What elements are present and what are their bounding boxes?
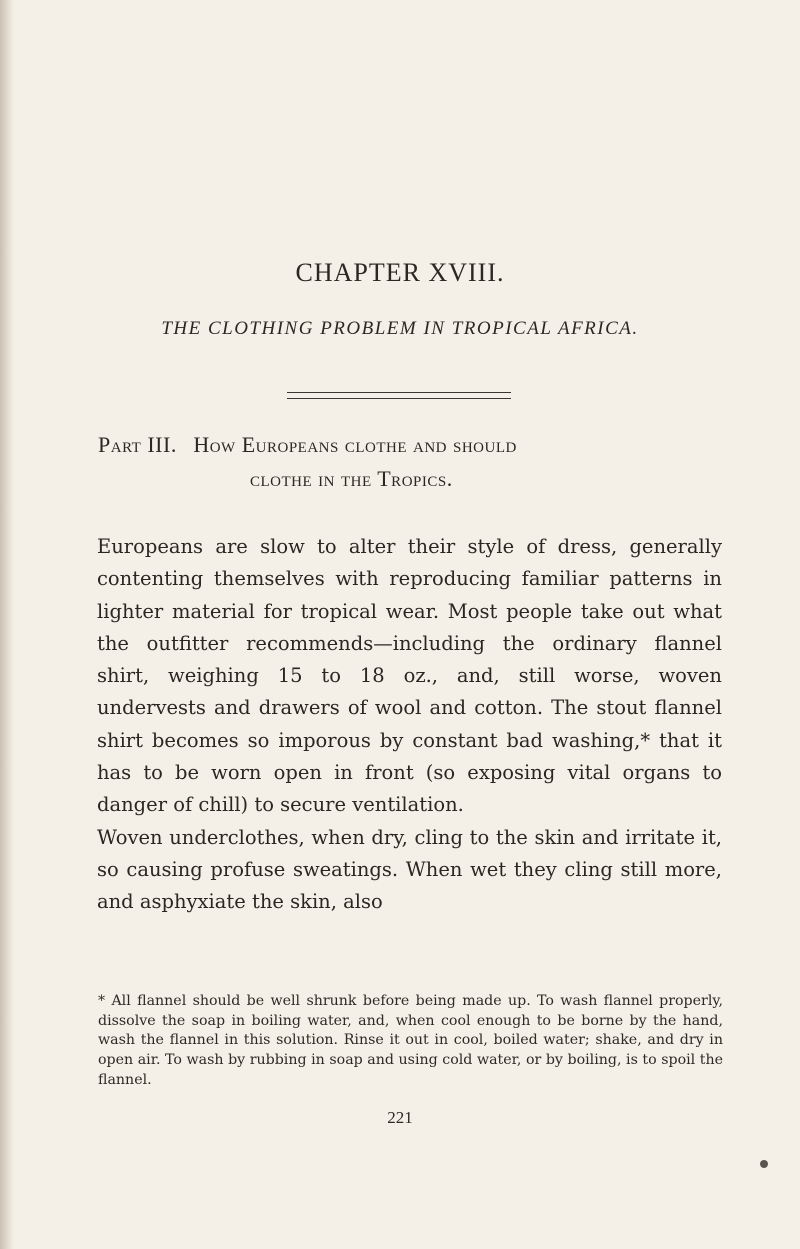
body-text <box>97 531 722 919</box>
footnote: * All flannel should be well shrunk before being made up. To wash flannel properly, dissolve the soap in boiling water, and, when cool enough to be borne by the hand, wash the flannel in this solution. Rinse it out in cool, boiled water; shake, and dry in open air. To wash by rubbing in soap and using cold water, or by boiling, is to spoil the flannel. <box>98 993 723 1088</box>
page-number: 221 <box>387 1108 413 1127</box>
part-heading <box>98 428 738 496</box>
chapter-title: CHAPTER XVIII. <box>295 258 505 287</box>
part-heading-line1: How Europeans clothe and should <box>193 432 517 457</box>
paragraph-1: Europeans are slow to alter their style of dress, generally contenting themselves with reproducing familiar patterns in lighter material for tropical wear. Most people take out what the outfitter recommends—including the ordinary flannel shirt, weighing 15 to 18 oz., and, still worse, woven undervests and drawers of wool and cotton. The stout flannel shirt becomes so imporous by constant bad washing,* that it has to be worn open in front (so exposing vital organs to danger of chill) to secure ventilation. <box>97 535 722 817</box>
section-divider <box>287 392 511 399</box>
part-label: Part III. <box>98 432 177 457</box>
paragraph-2: Woven underclothes, when dry, cling to the skin and irritate it, so causing profuse sweatings. When wet they cling still more, and asphyxiate the skin, also <box>97 825 722 914</box>
part-heading-line2: clothe in the Tropics. <box>250 466 453 491</box>
ink-speck <box>760 1160 768 1168</box>
page-gutter-shadow <box>0 0 14 1249</box>
chapter-subtitle: THE CLOTHING PROBLEM IN TROPICAL AFRICA. <box>161 318 639 339</box>
